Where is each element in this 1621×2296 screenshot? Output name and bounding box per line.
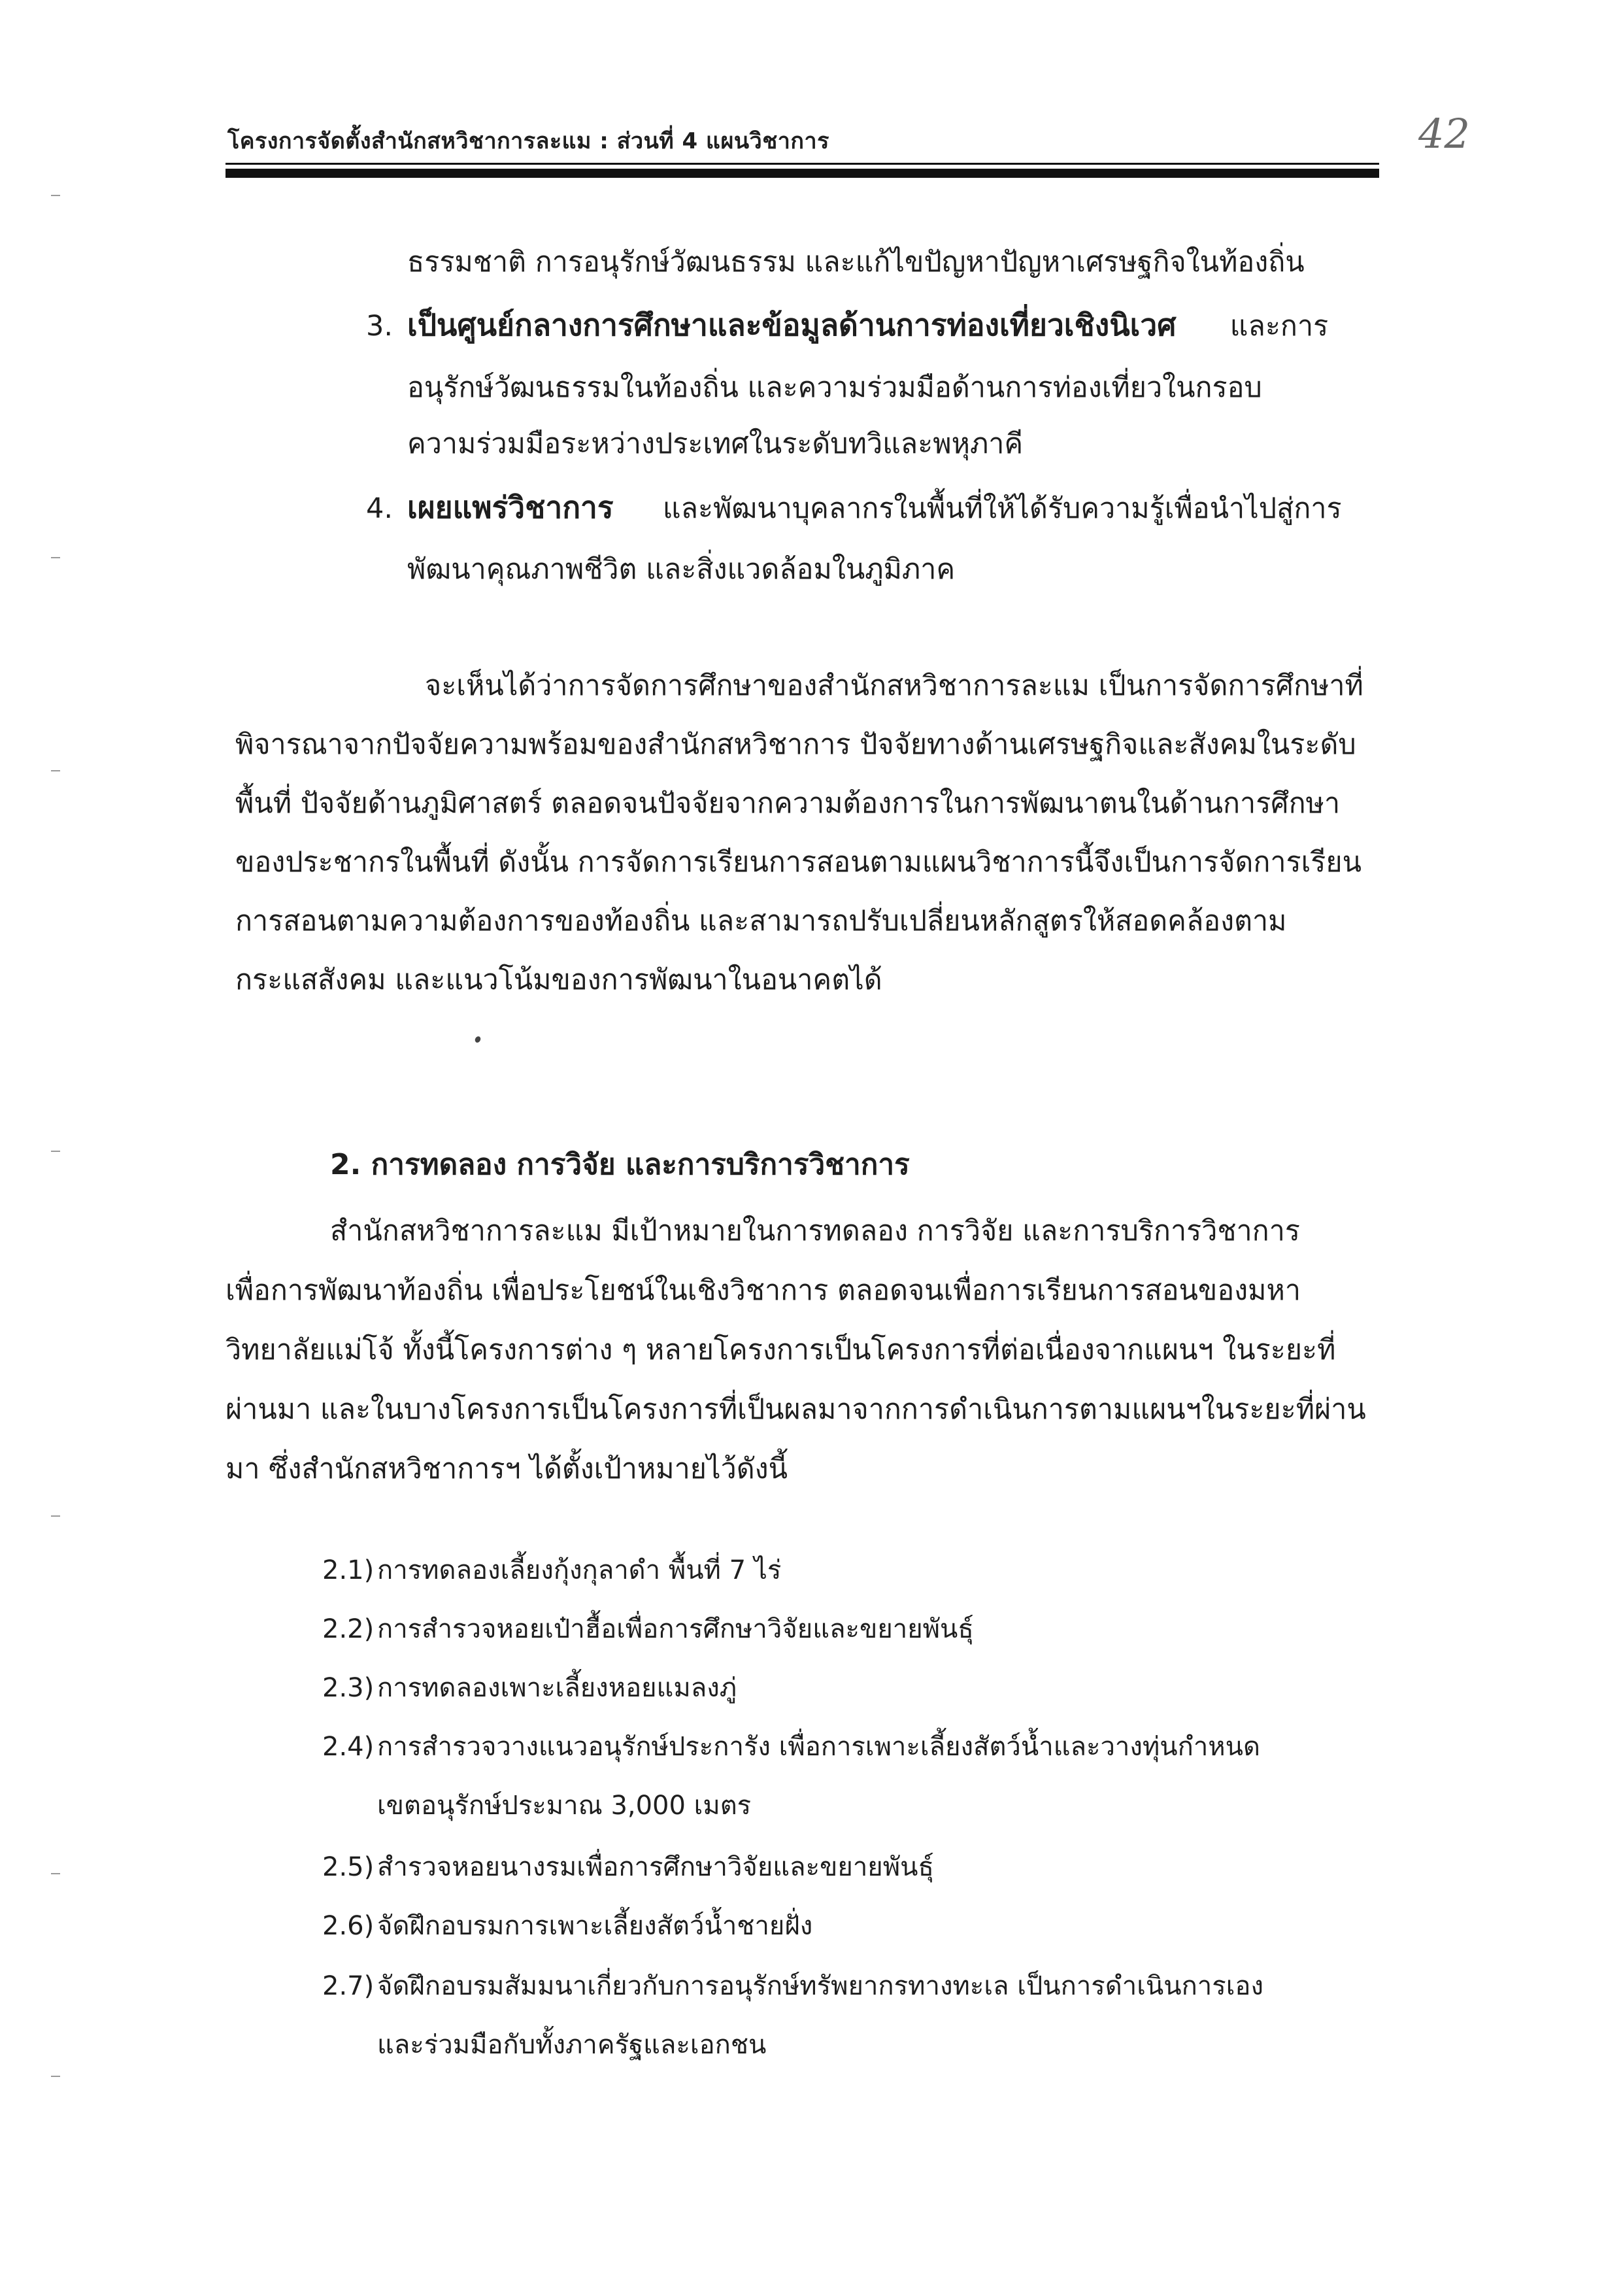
scan-mark [51, 2076, 60, 2077]
section-2-heading: 2. การทดลอง การวิจัย และการบริการวิชาการ [330, 1148, 910, 1181]
item-3-line: อนุรักษ์วัฒนธรรมในท้องถิ่น และความร่วมมือด้านการท่องเที่ยวในกรอบ [407, 371, 1262, 404]
item-3-number: 3. [366, 310, 393, 343]
section-2-paragraph-line: มา ซึ่งสำนักสหวิชาการฯ ได้ตั้งเป้าหมายไว้ดังนี้ [226, 1453, 788, 1485]
item-3-line: ความร่วมมือระหว่างประเทศในระดับทวิและพหุภาคี [407, 428, 1024, 460]
list-item: การทดลองเพาะเลี้ยงหอยแมลงภู่ [377, 1673, 737, 1703]
section-2-paragraph-line: เพื่อการพัฒนาท้องถิ่น เพื่อประโยชน์ในเชิงวิชาการ ตลอดจนเพื่อการเรียนการสอนของมหา [226, 1274, 1301, 1307]
paragraph-1-line: พื้นที่ ปัจจัยด้านภูมิศาสตร์ ตลอดจนปัจจัยจากความต้องการในการพัฒนาตนในด้านการศึกษา [235, 787, 1341, 820]
item-3-rest: และการ [1229, 310, 1329, 343]
paragraph-1-line: การสอนตามความต้องการของท้องถิ่น และสามารถปรับเปลี่ยนหลักสูตรให้สอดคล้องตาม [235, 905, 1287, 937]
list-item: การสำรวจหอยเป๋าฮื้อเพื่อการศึกษาวิจัยและขยายพันธุ์ [377, 1614, 974, 1644]
header-rule-thin [226, 163, 1379, 165]
list-label: 2.1) [322, 1555, 375, 1585]
scan-mark [51, 1151, 60, 1152]
item-3-first-line [407, 307, 1329, 343]
list-label: 2.4) [322, 1732, 375, 1762]
list-item-continuation: เขตอนุรักษ์ประมาณ 3,000 เมตร [377, 1791, 752, 1821]
running-header: โครงการจัดตั้งสำนักสหวิชาการละแม : ส่วนที่ 4 แผนวิชาการ [227, 128, 829, 154]
list-item: จัดฝึกอบรมการเพาะเลี้ยงสัตว์น้ำชายฝั่ง [377, 1911, 813, 1941]
scan-speck [474, 1036, 482, 1044]
paragraph-1-line: กระแสสังคม และแนวโน้มของการพัฒนาในอนาคตได้ [235, 964, 882, 996]
list-label: 2.6) [322, 1911, 375, 1941]
list-item: การสำรวจวางแนวอนุรักษ์ประการัง เพื่อการเพาะเลี้ยงสัตว์น้ำและวางทุ่นกำหนด [377, 1732, 1260, 1762]
item-4-rest: และพัฒนาบุคลากรในพื้นที่ให้ได้รับความรู้เพื่อนำไปสู่การ [662, 492, 1342, 525]
scan-mark [51, 195, 60, 196]
scan-mark [51, 1873, 60, 1874]
section-2-paragraph-line: ผ่านมา และในบางโครงการเป็นโครงการที่เป็นผลมาจากการดำเนินการตามแผนฯในระยะที่ผ่าน [226, 1393, 1366, 1426]
item-4-number: 4. [366, 492, 393, 525]
item-4-line: พัฒนาคุณภาพชีวิต และสิ่งแวดล้อมในภูมิภาค [407, 553, 956, 586]
header-rule [226, 169, 1379, 178]
list-label: 2.3) [322, 1673, 375, 1703]
list-item: สำรวจหอยนางรมเพื่อการศึกษาวิจัยและขยายพันธุ์ [377, 1852, 934, 1882]
list-label: 2.7) [322, 1971, 375, 2001]
item-4-first-line [407, 492, 1342, 523]
list-item-continuation: และร่วมมือกับทั้งภาครัฐและเอกชน [377, 2030, 767, 2060]
list-item: จัดฝึกอบรมสัมมนาเกี่ยวกับการอนุรักษ์ทรัพยากรทางทะเล เป็นการดำเนินการเอง [377, 1971, 1263, 2001]
paragraph-1-line: จะเห็นได้ว่าการจัดการศึกษาของสำนักสหวิชาการละแม เป็นการจัดการศึกษาที่ [425, 669, 1363, 702]
section-2-paragraph-line: สำนักสหวิชาการละแม มีเป้าหมายในการทดลอง การวิจัย และการบริการวิชาการ [330, 1215, 1300, 1247]
item-4-bold: เผยแพร่วิชาการ [407, 490, 614, 525]
scan-mark [51, 1515, 60, 1517]
scan-mark [51, 557, 60, 558]
item-3-bold: เป็นศูนย์กลางการศึกษาและข้อมูลด้านการท่องเที่ยวเชิงนิเวศ [407, 307, 1177, 343]
paragraph-1-line: ของประชากรในพื้นที่ ดังนั้น การจัดการเรียนการสอนตามแผนวิชาการนี้จึงเป็นการจัดการเรียน [235, 846, 1362, 879]
list-label: 2.5) [322, 1852, 375, 1882]
item-continuation: ธรรมชาติ การอนุรักษ์วัฒนธรรม และแก้ไขปัญหาปัญหาเศรษฐกิจในท้องถิ่น [407, 246, 1305, 279]
section-2-paragraph-line: วิทยาลัยแม่โจ้ ทั้งนี้โครงการต่าง ๆ หลายโครงการเป็นโครงการที่ต่อเนื่องจากแผนฯ ในระยะที่ [226, 1334, 1336, 1366]
page-number: 42 [1418, 110, 1470, 158]
list-item: การทดลองเลี้ยงกุ้งกุลาดำ พื้นที่ 7 ไร่ [377, 1555, 782, 1585]
list-label: 2.2) [322, 1614, 375, 1644]
paragraph-1-line: พิจารณาจากปัจจัยความพร้อมของสำนักสหวิชาการ ปัจจัยทางด้านเศรษฐกิจและสังคมในระดับ [235, 728, 1356, 761]
scan-mark [51, 770, 60, 771]
